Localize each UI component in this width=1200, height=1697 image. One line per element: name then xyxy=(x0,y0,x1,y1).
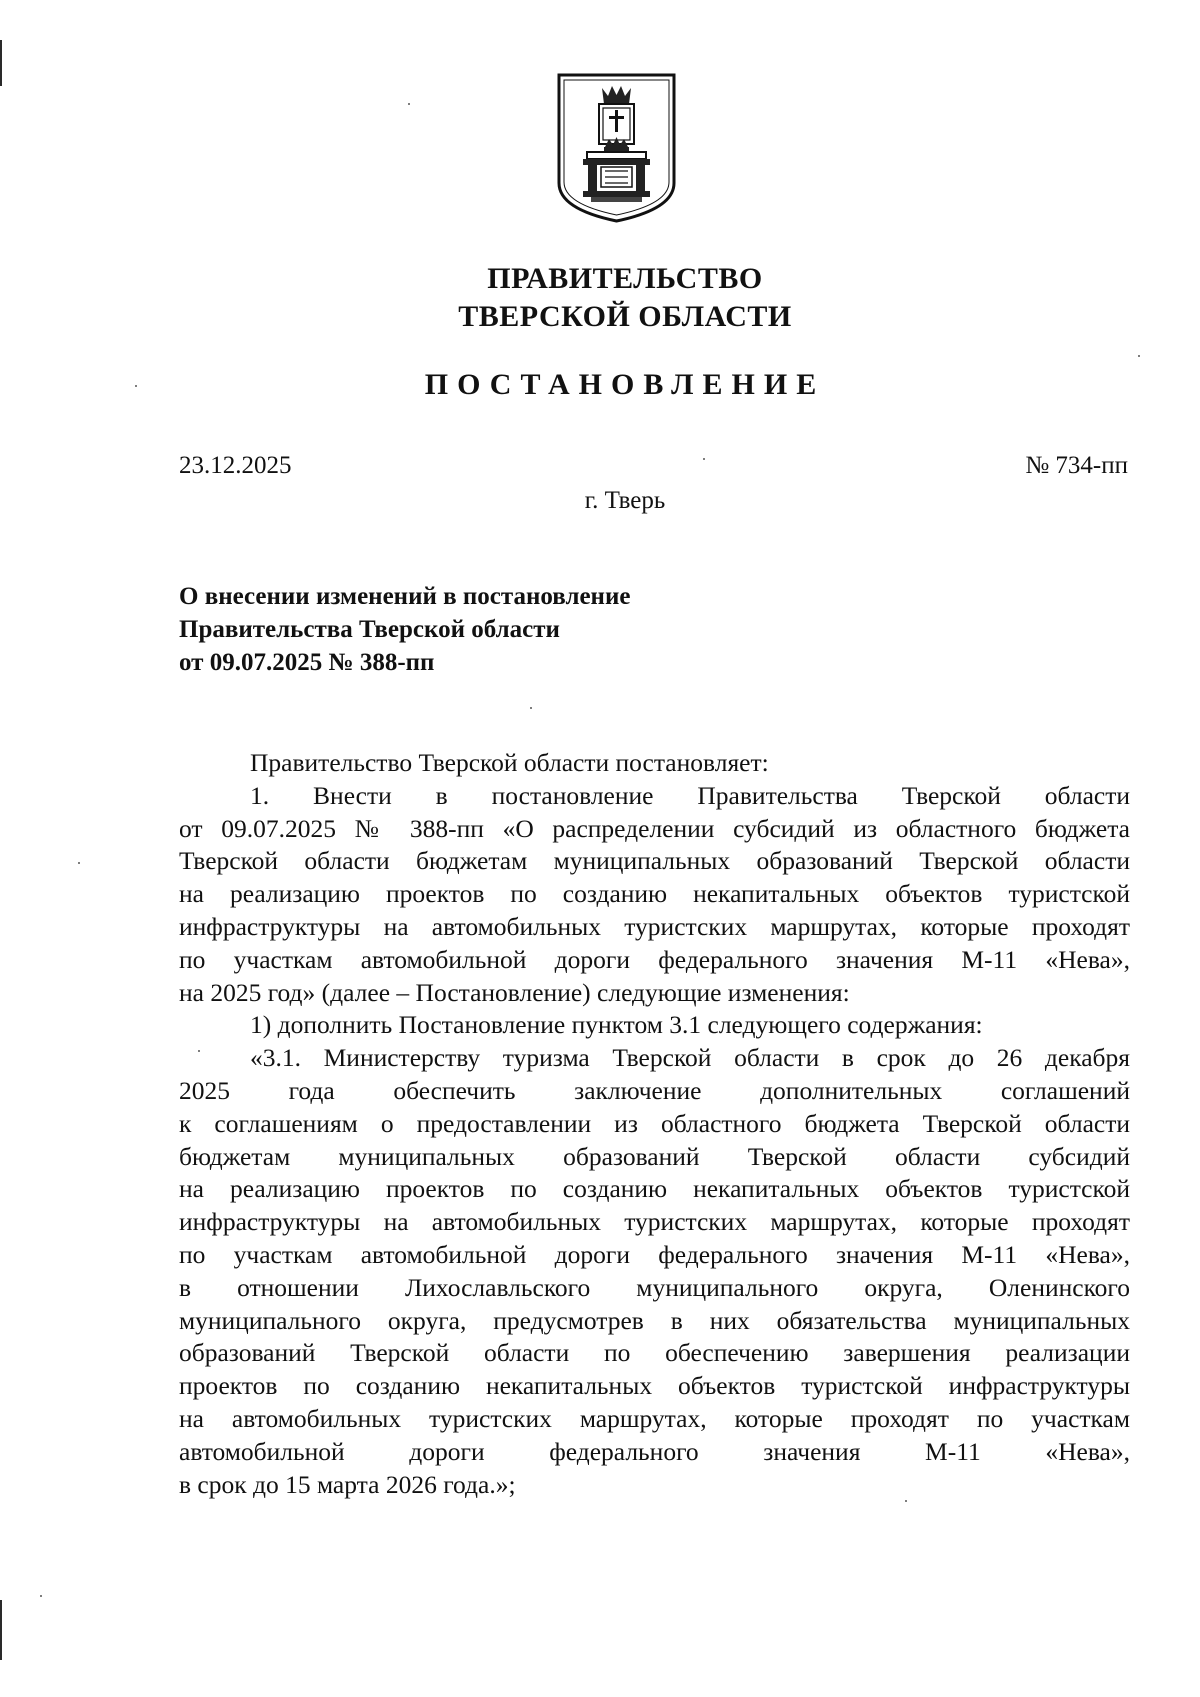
document-type-title: ПОСТАНОВЛЕНИЕ xyxy=(424,368,826,401)
body-line: Тверской области бюджетам муниципальных образований Тверской области xyxy=(179,846,1130,876)
body-line: 1) дополнить Постановление пунктом 3.1 следующего содержания: xyxy=(250,1010,983,1040)
org-title-line2: ТВЕРСКОЙ ОБЛАСТИ xyxy=(458,300,792,333)
document-number: № 734-пп xyxy=(1025,452,1128,479)
body-line: инфраструктуры на автомобильных туристских маршрутах, которые проходят xyxy=(179,1207,1130,1237)
body-line: инфраструктуры на автомобильных туристских маршрутах, которые проходят xyxy=(179,911,1130,941)
scan-edge-mark xyxy=(0,1600,2,1660)
scan-speck xyxy=(408,103,410,105)
document-city: г. Тверь xyxy=(584,487,666,514)
scan-edge-mark xyxy=(0,40,2,86)
body-line: автомобильной дороги федерального значения М-11 «Нева», xyxy=(179,1436,1130,1466)
document-subject xyxy=(179,580,630,679)
body-line: в отношении Лихославльского муниципального округа, Оленинского xyxy=(179,1272,1130,1302)
subject-line: от 09.07.2025 № 388-пп xyxy=(179,649,435,676)
scan-speck xyxy=(1138,355,1140,357)
body-line: «3.1. Министерству туризма Тверской области в срок до 26 декабря xyxy=(250,1043,1130,1073)
body-line: по участкам автомобильной дороги федерального значения М-11 «Нева», xyxy=(179,944,1130,974)
scan-speck xyxy=(40,1595,42,1597)
body-line: 2025 года обеспечить заключение дополнительных соглашений xyxy=(179,1075,1130,1105)
body-line: бюджетам муниципальных образований Тверской области субсидий xyxy=(179,1141,1130,1171)
body-line: от 09.07.2025 № 388-пп «О распределении субсидий из областного бюджета xyxy=(179,813,1130,843)
org-title-line1: ПРАВИТЕЛЬСТВО xyxy=(487,262,763,295)
body-line: на 2025 год» (далее – Постановление) следующие изменения: xyxy=(179,977,850,1007)
body-line: образований Тверской области по обеспечению завершения реализации xyxy=(179,1338,1130,1368)
body-line: на реализацию проектов по созданию некапитальных объектов туристской xyxy=(179,879,1130,909)
body-line: муниципального округа, предусмотрев в них обязательства муниципальных xyxy=(179,1305,1130,1335)
scan-speck xyxy=(703,458,705,460)
body-line: Правительство Тверской области постановляет: xyxy=(250,748,769,777)
body-line: в срок до 15 марта 2026 года.»; xyxy=(179,1469,516,1499)
body-line: проектов по созданию некапитальных объектов туристской инфраструктуры xyxy=(179,1371,1130,1401)
body-line: 1. Внести в постановление Правительства Тверской области xyxy=(250,780,1130,810)
document-date: 23.12.2025 xyxy=(179,452,292,479)
subject-line: Правительства Тверской области xyxy=(179,616,560,643)
body-line: по участкам автомобильной дороги федерального значения М-11 «Нева», xyxy=(179,1239,1130,1269)
scan-speck xyxy=(78,862,80,864)
subject-line: О внесении изменений в постановление xyxy=(179,583,631,610)
body-line: на реализацию проектов по созданию некапитальных объектов туристской xyxy=(179,1174,1130,1204)
body-line: на автомобильных туристских маршрутах, которые проходят по участкам xyxy=(179,1403,1130,1433)
document-body xyxy=(179,747,1130,1501)
coat-of-arms-emblem xyxy=(555,71,678,225)
scan-speck xyxy=(530,707,532,709)
body-line: к соглашениям о предоставлении из областного бюджета Тверской области xyxy=(179,1108,1130,1138)
